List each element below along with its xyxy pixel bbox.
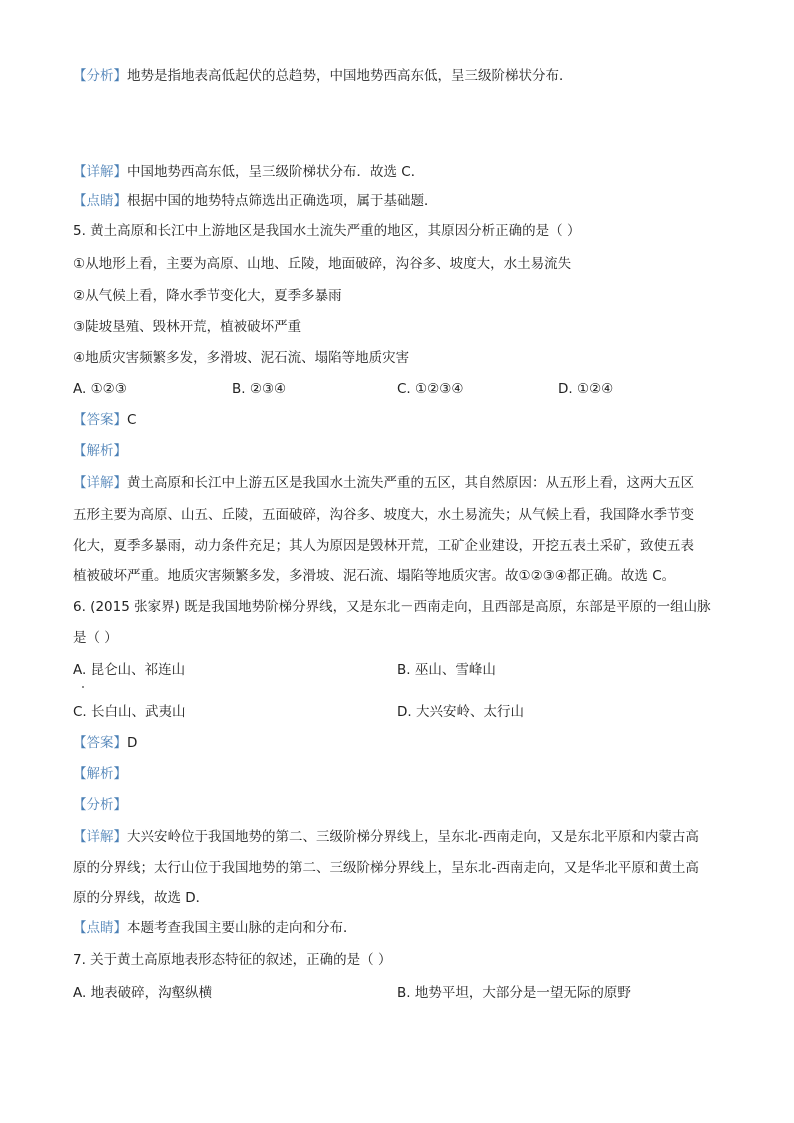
q7-stem: 7. 关于黄土高原地表形态特征的叙述，正确的是（ ） xyxy=(73,952,392,968)
q5-detail-line-2: 五形主要为高原、山五、丘陵，五面破碎，沟谷多、坡度大，水土易流失；从气候上看，我国降水季节变 xyxy=(73,507,694,523)
comment-tag: 【点睛】 xyxy=(73,920,127,936)
q6-detail-line-2: 原的分界线；太行山位于我国地势的第二、三级阶梯分界线上，呈东北-西南走向，又是华北平原和黄土高 xyxy=(73,860,699,876)
q5-explain-tag xyxy=(73,441,127,461)
q7-option-a: A. 地表破碎，沟壑纵横 xyxy=(73,985,213,1001)
q5-option-c: C. ①②③④ xyxy=(397,381,464,397)
q5-item-3: ③陡坡垦殖、毁林开荒，植被破坏严重 xyxy=(73,319,302,335)
analysis-tag: 【分析】 xyxy=(73,68,127,84)
q5-answer-line xyxy=(73,410,136,430)
q6-stem-1: 6. (2015 张家界) 既是我国地势阶梯分界线，又是东北－西南走向，且西部是高原，东部是平原的一组山脉 xyxy=(73,599,711,615)
q6-option-d: D. 大兴安岭、太行山 xyxy=(397,704,524,720)
comment-text: 根据中国的地势特点筛选出正确选项，属于基础题． xyxy=(127,193,438,209)
analysis-text: 地势是指地表高低起伏的总趋势，中国地势西高东低，呈三级阶梯状分布． xyxy=(127,68,573,84)
q6-analysis-tag xyxy=(73,795,127,815)
q5-answer: C xyxy=(127,412,137,428)
q6-comment: 本题考查我国主要山脉的走向和分布． xyxy=(127,920,357,936)
q6-comment-line xyxy=(73,918,357,938)
detail-line xyxy=(73,162,424,182)
q5-item-2: ②从气候上看，降水季节变化大，夏季多暴雨 xyxy=(73,288,342,304)
q5-option-d: D. ①②④ xyxy=(558,381,614,397)
q5-detail-text-1: 黄土高原和长江中上游五区是我国水土流失严重的五区，其自然原因：从五形上看，这两大五区 xyxy=(127,475,694,491)
q6-detail-text-1: 大兴安岭位于我国地势的第二、三级阶梯分界线上，呈东北-西南走向，又是东北平原和内蒙古高 xyxy=(127,829,699,845)
detail-text: 中国地势西高东低，呈三级阶梯状分布．故选 C． xyxy=(127,164,425,180)
analysis-line xyxy=(73,66,573,86)
comment-line xyxy=(73,191,438,211)
q6-stem-2: 是（ ） xyxy=(73,630,118,646)
q5-detail-line-1 xyxy=(73,473,694,493)
q5-option-b: B. ②③④ xyxy=(232,381,287,397)
q6-detail-line-3: 原的分界线，故选 D． xyxy=(73,890,210,906)
comment-tag: 【点睛】 xyxy=(73,193,127,209)
detail-tag: 【详解】 xyxy=(73,475,127,491)
q5-item-4: ④地质灾害频繁多发，多滑坡、泥石流、塌陷等地质灾害 xyxy=(73,350,410,366)
q6-detail-line-1 xyxy=(73,827,699,847)
q6-option-b: B. 巫山、雪峰山 xyxy=(397,662,496,678)
q6-explain-tag xyxy=(73,764,127,784)
detail-tag: 【详解】 xyxy=(73,164,127,180)
stray-dot xyxy=(82,686,84,688)
q6-option-a: A. 昆仑山、祁连山 xyxy=(73,662,186,678)
analysis-tag: 【分析】 xyxy=(73,797,127,813)
q5-item-1: ①从地形上看，主要为高原、山地、丘陵，地面破碎，沟谷多、坡度大，水土易流失 xyxy=(73,256,572,272)
q6-answer-line xyxy=(73,733,137,753)
q5-detail-line-3: 化大，夏季多暴雨，动力条件充足；其人为原因是毁林开荒，工矿企业建设，开挖五表土采矿，致使五表 xyxy=(73,538,694,554)
explain-tag: 【解析】 xyxy=(73,443,127,459)
q5-stem: 5. 黄土高原和长江中上游地区是我国水土流失严重的地区，其原因分析正确的是（ ） xyxy=(73,223,581,239)
answer-tag: 【答案】 xyxy=(73,412,127,428)
q7-option-b: B. 地势平坦，大部分是一望无际的原野 xyxy=(397,985,631,1001)
q6-answer: D xyxy=(127,735,138,751)
q5-option-a: A. ①②③ xyxy=(73,381,127,397)
q5-detail-line-4: 植被破坏严重。地质灾害频繁多发，多滑坡、泥石流、塌陷等地质灾害。故①②③④都正确。故选 C。 xyxy=(73,568,676,584)
explain-tag: 【解析】 xyxy=(73,766,127,782)
detail-tag: 【详解】 xyxy=(73,829,127,845)
answer-tag: 【答案】 xyxy=(73,735,127,751)
q6-option-c: C. 长白山、武夷山 xyxy=(73,704,186,720)
